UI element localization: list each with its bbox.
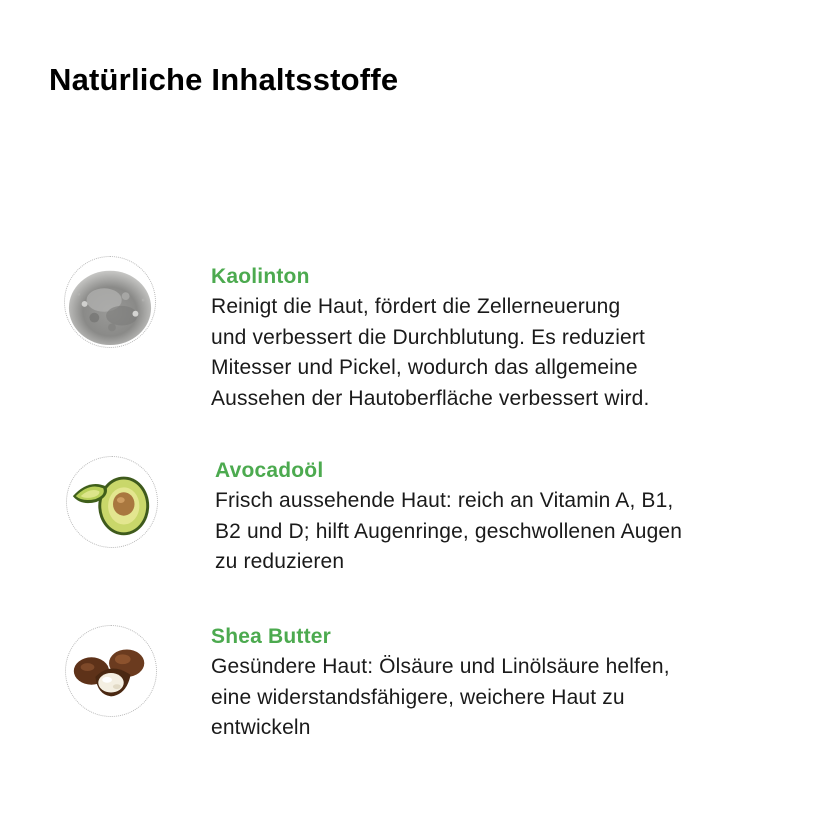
ingredient-description-line: Gesündere Haut: Ölsäure und Linölsäure helfen, [211, 655, 670, 678]
shea-nut-icon [65, 625, 157, 717]
ingredient-description-line: und verbessert die Durchblutung. Es reduziert [211, 325, 645, 349]
ingredient-description-line: B2 und D; hilft Augenringe, geschwollenen Augen [215, 519, 683, 543]
ingredient-name: Avocadoöl [215, 459, 324, 482]
ingredient-description-line: Mitesser und Pickel, wodurch das allgemeine [211, 356, 638, 379]
ingredient-description-line: entwickeln [211, 716, 311, 739]
page-title: Natürliche Inhaltsstoffe [49, 62, 399, 97]
ingredient-description-line: zu reduzieren [215, 550, 345, 573]
ingredient-description-line: Aussehen der Hautoberfläche verbessert wird. [211, 386, 650, 410]
ingredient-description-line: Reinigt die Haut, fördert die Zellerneuerung [211, 295, 621, 318]
ingredient-name: Kaolinton [211, 265, 310, 288]
ingredient-description-line: Frisch aussehende Haut: reich an Vitamin A, B1, [215, 489, 674, 512]
clay-powder-icon [64, 256, 156, 348]
ingredient-description-line: eine widerstandsfähigere, weichere Haut zu [211, 685, 625, 709]
ingredient-name: Shea Butter [211, 625, 332, 648]
avocado-icon [66, 456, 158, 548]
